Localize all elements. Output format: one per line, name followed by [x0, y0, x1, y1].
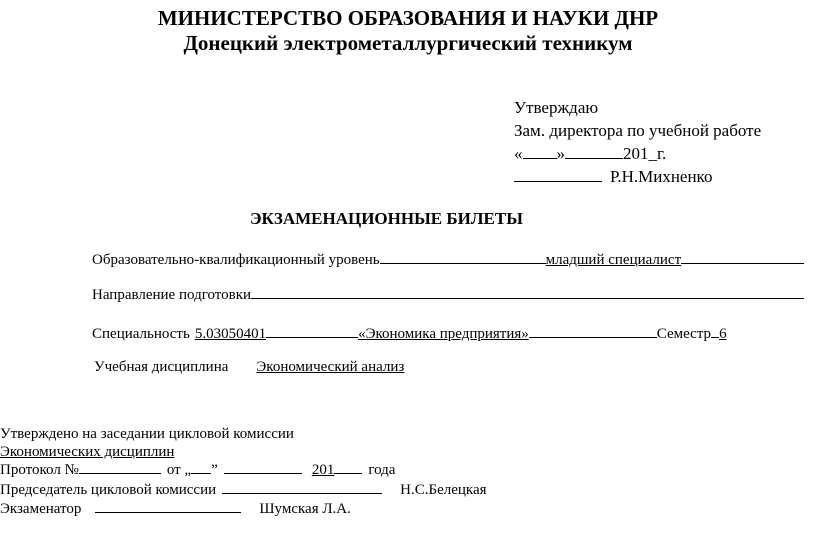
approve-label: Утверждаю [514, 98, 599, 117]
semester-blank [711, 336, 719, 338]
examiner-label: Экзаменатор [0, 501, 82, 517]
commission-name: Экономических дисциплин [0, 444, 175, 460]
protocol-year-suffix: года [368, 462, 396, 478]
chair-row [0, 482, 487, 499]
specialty-tail-blank [529, 336, 657, 338]
direction-row [92, 287, 804, 304]
approver-signature [514, 167, 712, 187]
discipline-label: Учебная дисциплина [94, 359, 229, 375]
semester-label: Семестр [656, 326, 712, 342]
approval-year: 201_г. [623, 144, 667, 163]
chair-name: Н.С.Белецкая [400, 482, 487, 498]
level-value: младший специалист [545, 252, 682, 268]
approval-date [514, 144, 666, 164]
level-label: Образовательно-квалификационный уровень [92, 252, 380, 268]
month-blank [565, 157, 623, 159]
date-open-quote: « [514, 144, 523, 163]
level-blank [380, 262, 546, 264]
protocol-year: 201 [311, 462, 335, 478]
specialty-label: Специальность [92, 326, 190, 342]
ministry-title: МИНИСТЕРСТВО ОБРАЗОВАНИЯ И НАУКИ ДНР [157, 6, 659, 30]
specialty-name: «Экономика предприятия» [358, 326, 529, 342]
specialty-gap-blank [266, 336, 358, 338]
day-blank [523, 157, 557, 159]
protocol-year-blank [334, 472, 362, 474]
discipline-row [94, 359, 404, 376]
direction-blank [251, 297, 804, 299]
direction-label: Направление подготовки [92, 287, 252, 303]
document-title: ЭКЗАМЕНАЦИОННЫЕ БИЛЕТЫ [250, 209, 523, 228]
specialty-code: 5.03050401 [194, 326, 267, 342]
protocol-row [0, 462, 395, 479]
chair-label: Председатель цикловой комиссии [0, 482, 217, 498]
protocol-quote: ” [211, 462, 218, 478]
approved-label: Утверждено на заседании цикловой комиссии [0, 426, 294, 442]
discipline-value: Экономический анализ [256, 359, 405, 375]
level-tail-blank [681, 262, 804, 264]
examiner-row [0, 501, 351, 518]
level-row [92, 252, 804, 269]
examiner-signature-blank [95, 511, 241, 513]
approver-name: Р.Н.Михненко [610, 167, 713, 186]
protocol-day-blank [191, 472, 211, 474]
protocol-from: от „ [166, 462, 192, 478]
specialty-row [92, 326, 772, 343]
approver-position: Зам. директора по учебной работе [514, 121, 762, 140]
protocol-number-blank [79, 472, 161, 474]
date-close-quote: » [556, 144, 565, 163]
semester-value: 6 [719, 326, 727, 342]
protocol-month-blank [224, 472, 302, 474]
college-title: Донецкий электрометаллургический техникум [183, 31, 633, 55]
protocol-label: Протокол № [0, 462, 79, 478]
signature-blank [514, 180, 602, 182]
examiner-name: Шумская Л.А. [259, 501, 351, 517]
chair-signature-blank [222, 492, 382, 494]
